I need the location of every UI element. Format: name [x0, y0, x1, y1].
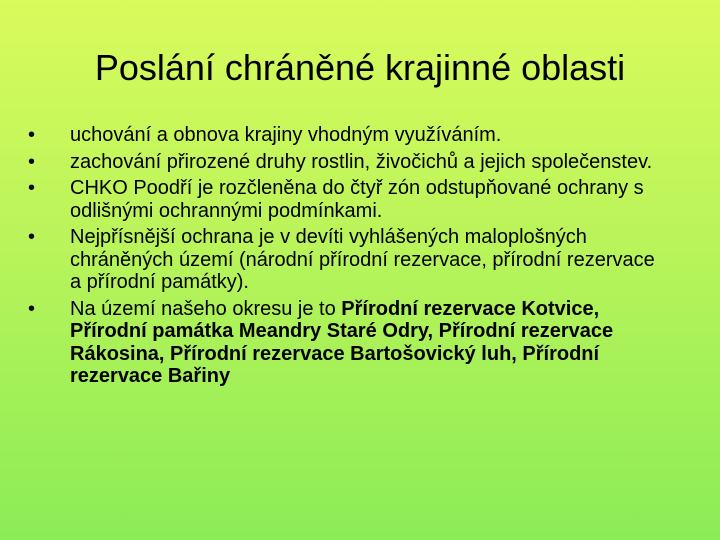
- bullet-text-intro: Na území našeho okresu je to: [70, 297, 342, 320]
- bullet-text: uchování a obnova krajiny vhodným využíváním.: [70, 124, 502, 146]
- bullet-icon: •: [28, 226, 36, 248]
- list-item: [28, 177, 668, 222]
- bullet-icon: •: [28, 297, 36, 320]
- bullet-icon: •: [28, 150, 36, 173]
- list-item: [28, 226, 668, 294]
- list-item: [28, 298, 668, 388]
- slide-title: Poslání chráněné krajinné oblasti: [94, 47, 626, 88]
- bullet-text-emphasis: Přírodní rezervace Kotvice, Přírodní památka Meandry Staré Odry, Přírodní rezervace Rákosina, Přírodní rezervace Bartošovický luh, Přírodní rezervace Bařiny: [70, 297, 614, 387]
- list-item: [28, 151, 668, 174]
- bullet-icon: •: [28, 124, 36, 146]
- bullet-list: [28, 124, 668, 392]
- bullet-icon: •: [28, 177, 36, 199]
- bullet-text: zachování přirozené druhy rostlin, živočichů a jejich společenstev.: [70, 150, 653, 173]
- list-item: [28, 124, 668, 147]
- bullet-text: Nejpřísnější ochrana je v devíti vyhlášených maloplošných chráněných území (národní přírodní rezervace, přírodní rezervace a přírodní památky).: [70, 226, 655, 293]
- bullet-text: CHKO Poodří je rozčleněna do čtyř zón odstupňované ochrany s odlišnými ochrannými podmínkami.: [70, 177, 644, 222]
